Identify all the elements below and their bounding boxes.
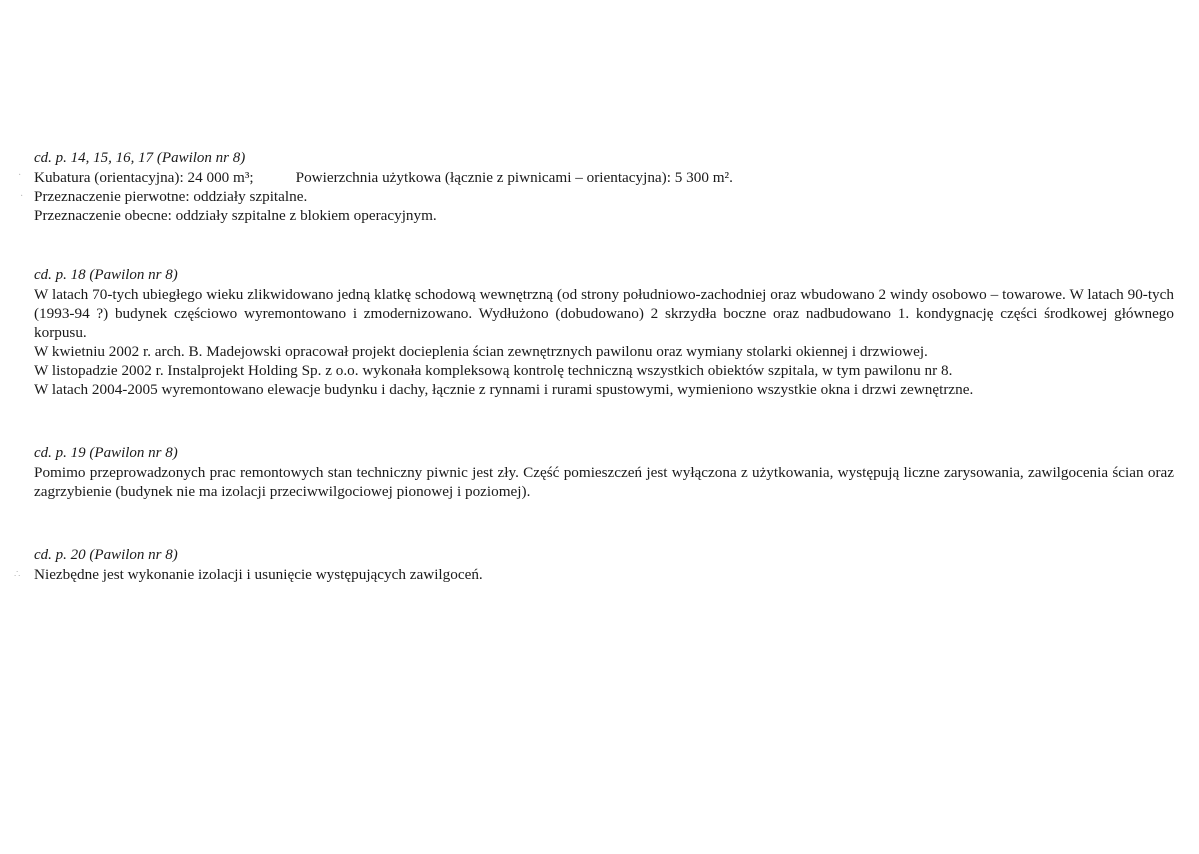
section-pawilon-p14-17 — [34, 149, 1174, 225]
scan-speck: · — [20, 191, 24, 202]
powierzchnia-text: Powierzchnia użytkowa (łącznie z piwnicami – orientacyjna): 5 300 m². — [295, 169, 733, 186]
history-line-2004-2005: W latach 2004-2005 wyremontowano elewacje budynku i dachy, łącznie z rynnami i rurami spustowymi, wymieniono wszystkie okna i drzwi zewnętrzne. — [34, 381, 974, 398]
condition-paragraph: Pomimo przeprowadzonych prac remontowych stan techniczny piwnic jest zły. Część pomieszczeń jest wyłączona z użytkowania, występują liczne zarysowania, zawilgocenia ścian oraz zagrzybienie (budynek nie ma izolacji przeciwwilgociowej pionowej i poziomej). — [34, 464, 1174, 500]
section-pawilon-p18 — [34, 266, 1174, 399]
section-heading: cd. p. 19 (Pawilon nr 8) — [34, 445, 178, 461]
original-purpose-line: Przeznaczenie pierwotne: oddziały szpitalne. — [34, 188, 308, 205]
section-heading: cd. p. 20 (Pawilon nr 8) — [34, 547, 178, 563]
history-paragraph: W latach 70-tych ubiegłego wieku zlikwidowano jedną klatkę schodową wewnętrzną (od strony południowo-zachodniej oraz wbudowano 2 windy osobowo – towarowe. W latach 90-tych (1993-94 ?) budynek częściowo wyremontowano i zmodernizowano. Wydłużono (dobudowano) 2 skrzydła boczne oraz nadbudowano 1. kondygnację części środkowej głównego korpusu. — [34, 286, 1174, 341]
section-pawilon-p20 — [34, 546, 1174, 584]
area-volume-line — [34, 168, 1174, 187]
current-purpose-line: Przeznaczenie obecne: oddziały szpitalne z blokiem operacyjnym. — [34, 207, 437, 224]
scan-speck: ∴ — [14, 569, 21, 580]
history-line-2002-november: W listopadzie 2002 r. Instalprojekt Holding Sp. z o.o. wykonała kompleksową kontrolę techniczną wszystkich obiektów szpitala, w tym pawilonu nr 8. — [34, 362, 953, 379]
recommendation-line: Niezbędne jest wykonanie izolacji i usunięcie występujących zawilgoceń. — [34, 566, 483, 583]
history-line-2002-april: W kwietniu 2002 r. arch. B. Madejowski opracował projekt docieplenia ścian zewnętrznych pawilonu oraz wymiany stolarki okiennej i drzwiowej. — [34, 343, 928, 360]
section-heading: cd. p. 14, 15, 16, 17 (Pawilon nr 8) — [34, 150, 246, 166]
kubatura-text: Kubatura (orientacyjna): 24 000 m³; — [34, 169, 254, 186]
scan-speck: · — [18, 170, 22, 181]
section-heading: cd. p. 18 (Pawilon nr 8) — [34, 267, 178, 283]
section-pawilon-p19 — [34, 444, 1174, 501]
